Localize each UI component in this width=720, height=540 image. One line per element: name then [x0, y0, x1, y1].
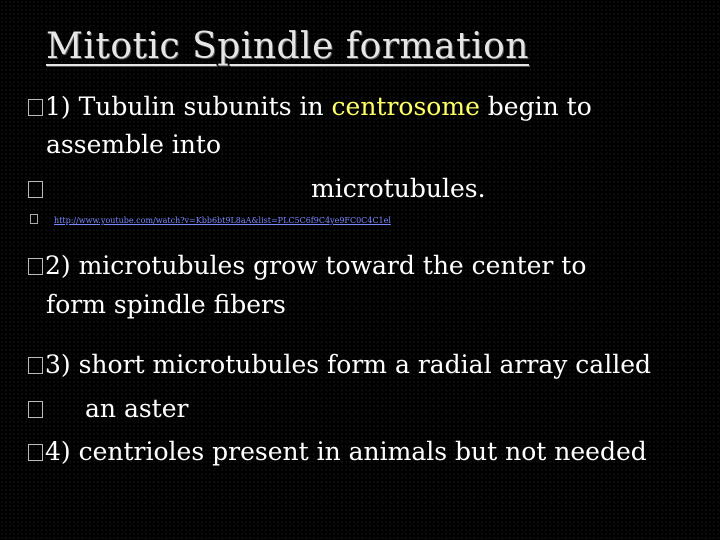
- point-4-line-1: [28, 437, 647, 466]
- point-1-end: begin to: [479, 92, 592, 121]
- youtube-link[interactable]: http://www.youtube.com/watch?v=Kbb6bt9L8aA&list=PLC5C6f9C4ye9FC0C4C1el: [54, 216, 391, 225]
- point-4-text: 4) centrioles present in animals but not needed: [45, 437, 647, 466]
- bullet-icon: [28, 401, 43, 418]
- point-3-line-1: [28, 350, 651, 379]
- point-1-line-3: [28, 174, 486, 203]
- bullet-icon: [28, 99, 43, 116]
- point-1-line-2: assemble into: [46, 130, 221, 159]
- point-2-text: 2) microtubules grow toward the center to: [45, 251, 587, 280]
- bullet-icon: [28, 258, 43, 275]
- point-2-line-2: form spindle fibers: [46, 290, 286, 319]
- point-3-sub: an aster: [85, 394, 189, 423]
- point-2-line-1: [28, 251, 586, 280]
- bullet-icon: [28, 444, 43, 461]
- point-1-start: 1) Tubulin subunits in: [45, 92, 332, 121]
- bullet-icon: [28, 357, 43, 374]
- point-3-line-2: [28, 394, 188, 423]
- point-1-line-1: [28, 92, 592, 121]
- point-3-text: 3) short microtubules form a radial array called: [45, 350, 651, 379]
- centrosome-highlight: centrosome: [331, 92, 480, 121]
- slide-title: Mitotic Spindle formation: [46, 26, 529, 67]
- small-bullet-icon: [30, 214, 38, 224]
- bullet-icon: [28, 181, 43, 198]
- point-1-sub: microtubules.: [311, 174, 486, 203]
- link-line: [30, 214, 391, 226]
